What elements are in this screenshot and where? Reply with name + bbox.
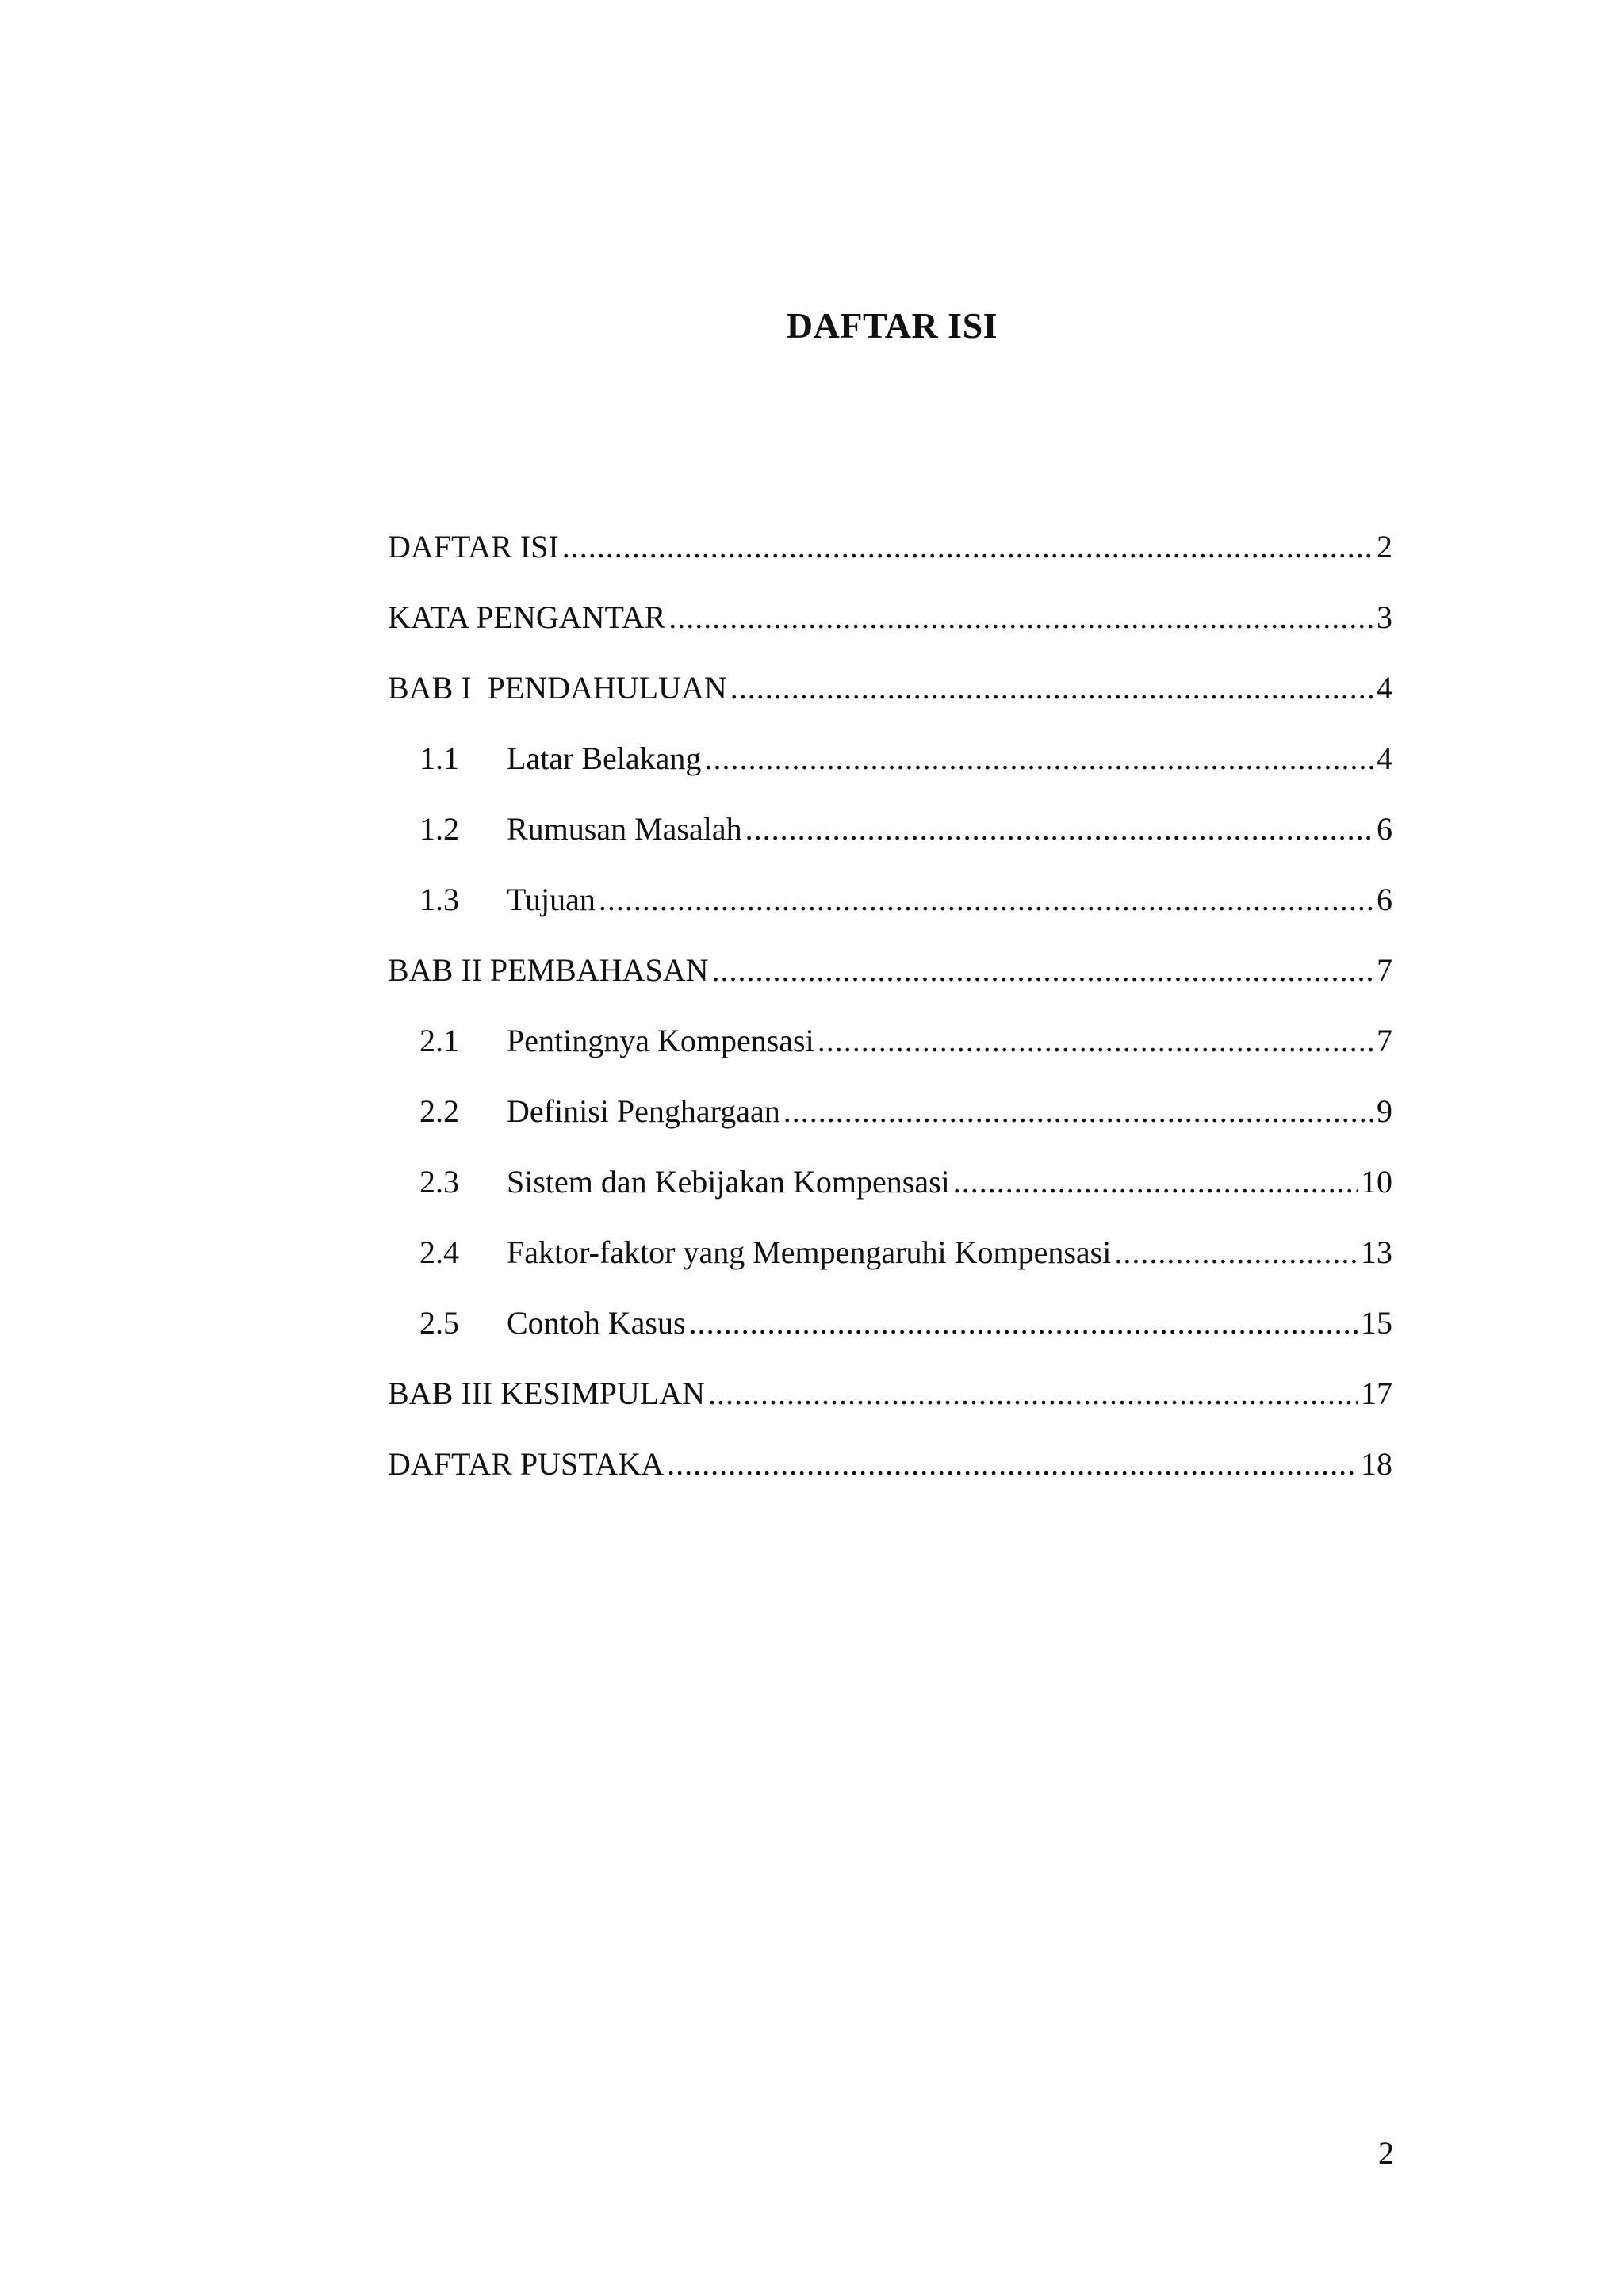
toc-entry[interactable] <box>388 658 1392 729</box>
toc-dot-leader <box>730 658 1373 718</box>
toc-entry-label: DAFTAR PUSTAKA <box>388 1446 665 1482</box>
toc-entry-label: BAB I PENDAHULUAN <box>388 670 727 706</box>
toc-subentry[interactable] <box>388 1081 1392 1152</box>
toc-subentry-label: Faktor-faktor yang Mempengaruhi Kompensasi <box>507 1234 1112 1270</box>
toc-subentry-page: 6 <box>1377 811 1392 847</box>
toc-subentry-label: Rumusan Masalah <box>507 811 742 847</box>
toc-subentry-number: 1.2 <box>419 811 459 847</box>
toc-dot-leader <box>783 1081 1373 1141</box>
toc-dot-leader <box>667 1434 1358 1494</box>
toc-entry-page: 2 <box>1377 529 1392 564</box>
toc-dot-leader <box>1114 1223 1358 1282</box>
toc-subentry-page: 4 <box>1377 740 1392 776</box>
toc-subentry-page: 9 <box>1377 1093 1392 1129</box>
toc-entry-label: BAB II PEMBAHASAN <box>388 952 709 988</box>
table-of-contents <box>388 517 1392 1505</box>
toc-dot-leader <box>953 1152 1358 1211</box>
toc-subentry-page: 7 <box>1377 1023 1392 1058</box>
toc-entry[interactable] <box>388 1364 1392 1434</box>
toc-subentry-page: 15 <box>1361 1305 1392 1341</box>
toc-subentry-number: 2.1 <box>419 1023 459 1058</box>
toc-subentry[interactable] <box>388 870 1392 940</box>
toc-dot-leader <box>818 1011 1373 1070</box>
toc-entry-page: 4 <box>1377 670 1392 706</box>
toc-dot-leader <box>708 1364 1358 1423</box>
toc-subentry-number: 1.3 <box>419 882 459 917</box>
toc-entry[interactable] <box>388 940 1392 1011</box>
toc-subentry-label: Sistem dan Kebijakan Kompensasi <box>507 1164 950 1200</box>
toc-subentry-label: Latar Belakang <box>507 740 702 776</box>
toc-entry-label: BAB III KESIMPULAN <box>388 1376 705 1411</box>
toc-subentry-page: 13 <box>1361 1234 1392 1270</box>
toc-subentry-number: 2.5 <box>419 1305 459 1341</box>
toc-subentry[interactable] <box>388 729 1392 799</box>
toc-dot-leader <box>689 1293 1358 1353</box>
toc-subentry-number: 1.1 <box>419 740 459 776</box>
toc-subentry-label: Definisi Penghargaan <box>507 1093 780 1129</box>
toc-entry-page: 7 <box>1377 952 1392 988</box>
toc-dot-leader <box>704 729 1373 788</box>
toc-subentry-label: Tujuan <box>507 882 596 917</box>
toc-subentry[interactable] <box>388 1011 1392 1081</box>
toc-subentry[interactable] <box>388 1152 1392 1223</box>
toc-entry[interactable] <box>388 1434 1392 1505</box>
toc-subentry-number: 2.3 <box>419 1164 459 1200</box>
toc-entry-label: KATA PENGANTAR <box>388 599 666 635</box>
toc-subentry[interactable] <box>388 1293 1392 1364</box>
toc-entry-page: 17 <box>1361 1376 1392 1411</box>
toc-dot-leader <box>712 940 1374 1000</box>
toc-dot-leader <box>599 870 1373 929</box>
toc-entry[interactable] <box>388 587 1392 658</box>
toc-subentry[interactable] <box>388 799 1392 870</box>
toc-subentry-label: Contoh Kasus <box>507 1305 686 1341</box>
toc-entry-label: DAFTAR ISI <box>388 529 559 564</box>
toc-subentry-page: 10 <box>1361 1164 1392 1200</box>
toc-entry-page: 3 <box>1377 599 1392 635</box>
toc-dot-leader <box>562 517 1373 576</box>
toc-subentry-label: Pentingnya Kompensasi <box>507 1023 814 1058</box>
toc-subentry-number: 2.2 <box>419 1093 459 1129</box>
toc-subentry-number: 2.4 <box>419 1234 459 1270</box>
toc-dot-leader <box>745 799 1373 859</box>
toc-entry[interactable] <box>388 517 1392 587</box>
toc-subentry-page: 6 <box>1377 882 1392 917</box>
toc-subentry[interactable] <box>388 1223 1392 1293</box>
toc-entry-page: 18 <box>1361 1446 1392 1482</box>
page-number: 2 <box>1378 2135 1394 2171</box>
page-title: DAFTAR ISI <box>786 305 998 346</box>
toc-dot-leader <box>668 587 1373 647</box>
